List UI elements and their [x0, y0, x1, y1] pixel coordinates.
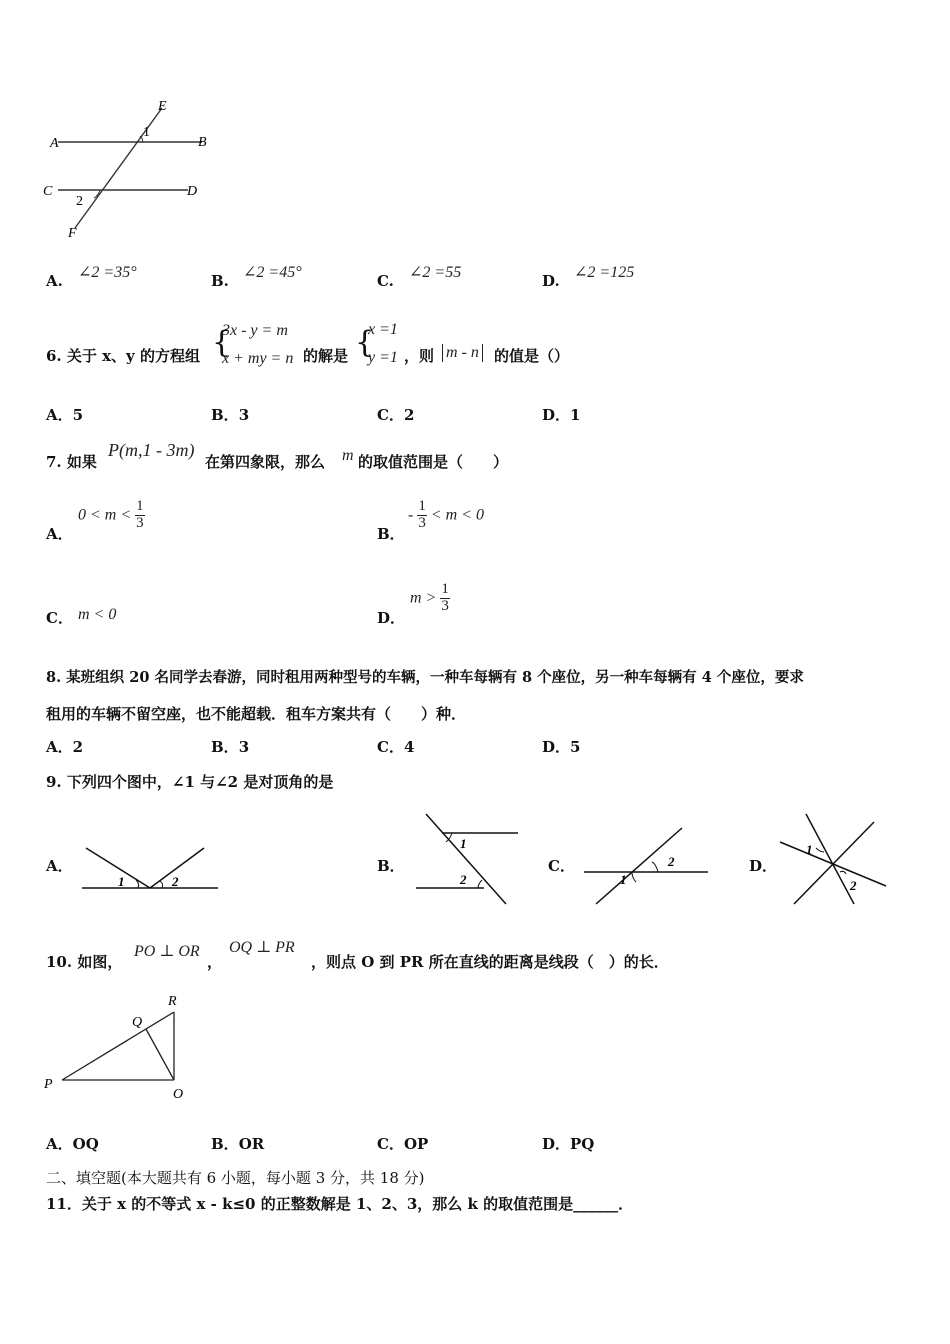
q10-suffix: ，则点 O 到 PR 所在直线的距离是线段（ ）的长． [311, 953, 669, 971]
q10-option-b[interactable] [211, 1133, 264, 1154]
q6-option-a-text: 5 [72, 406, 84, 424]
q7-option-a[interactable] [46, 523, 73, 544]
q8-option-d[interactable] [542, 736, 580, 757]
q6-option-d-letter: D． [542, 406, 571, 424]
q5-option-b[interactable] [211, 272, 229, 290]
label-b: B [198, 135, 207, 150]
q6-then: ，则 [404, 347, 435, 365]
q6-option-d-text: 1 [570, 406, 581, 424]
q7-point: P(m,1 - 3m) [108, 440, 195, 460]
q10-option-d[interactable] [542, 1133, 594, 1154]
q11-text: 11．关于 x 的不等式 x - k≤0 的正整数解是 1、2、3，那么 k 的取值范围是______． [46, 1195, 634, 1213]
q7-option-a-fraction [135, 499, 145, 532]
q7-option-b-num: 1 [418, 498, 426, 514]
q7-option-d-expr [410, 582, 450, 615]
q10-option-d-text: PQ [570, 1135, 595, 1153]
q6-mid: 的解是 [303, 347, 349, 365]
q10-comma: ， [207, 953, 223, 971]
q9-option-c-letter: C． [548, 857, 575, 875]
q7-option-a-num: 1 [136, 498, 144, 514]
q5-option-b-expr: ∠2 =45° [243, 264, 302, 281]
q7-option-a-letter: A． [46, 525, 73, 543]
label-o: O [173, 1087, 184, 1102]
label-p: P [44, 1077, 53, 1092]
q9-figure-c[interactable] [582, 824, 712, 908]
q7-option-c-expr: m < 0 [78, 606, 117, 623]
q7-option-a-expr [78, 499, 145, 532]
q7-prefix: 7. 如果 [46, 453, 97, 471]
q6-eq2: x + my = n [222, 350, 294, 367]
q9-option-d-letter: D． [749, 857, 778, 875]
q6-solution-brace: { [355, 325, 375, 360]
q6-system-brace: { [212, 325, 232, 360]
section-2-title: 二、填空题(本大题共有 6 小题，每小题 3 分，共 18 分) [46, 1169, 425, 1187]
q8-option-a-text: 2 [72, 738, 84, 756]
q6-option-c-letter: C． [377, 406, 404, 424]
q7-option-b-rhs: < m < 0 [430, 506, 484, 524]
q9c-label-1: 1 [620, 872, 627, 887]
label-2: 2 [76, 194, 83, 209]
label-c: C [43, 184, 53, 199]
q10-option-d-letter: D． [542, 1135, 571, 1153]
q7-option-b-letter: B． [377, 525, 405, 543]
q7-option-c-letter: C． [46, 609, 73, 627]
q6-option-a-letter: A． [46, 406, 73, 424]
q6-suffix: 的值是（） [494, 347, 570, 365]
q10-option-c-text: OP [403, 1135, 429, 1153]
q7-option-a-den: 3 [136, 514, 144, 531]
q6-sol2: y =1 [368, 349, 398, 366]
q9-figure-d[interactable] [772, 812, 892, 908]
q9-option-a-letter: A． [46, 857, 73, 875]
label-e: E [158, 99, 167, 114]
q7-option-b-fraction [417, 499, 427, 532]
q7-option-d-letter: D． [377, 609, 406, 627]
q8-line1: 8. 某班组织 20 名同学去春游，同时租用两种型号的车辆，一种车每辆有 8 个座位，另一种车每辆有 4 个座位，要求 [46, 669, 804, 686]
q10-option-b-text: OR [238, 1135, 265, 1153]
q8-option-c[interactable] [377, 736, 414, 757]
q7-option-a-lhs: 0 < m < [78, 506, 132, 524]
q9-figure-a[interactable] [78, 840, 223, 895]
q10-option-a-letter: A． [46, 1135, 73, 1153]
q9a-label-1: 1 [118, 874, 125, 889]
label-f: F [68, 226, 77, 241]
q5-option-a-letter: A. [46, 272, 63, 290]
q5-option-c[interactable] [377, 272, 394, 290]
segment-oq [146, 1029, 174, 1080]
q7-suffix: 的取值范围是（ ） [358, 453, 509, 471]
q6-option-d[interactable] [542, 404, 580, 425]
q8-option-b[interactable] [211, 736, 249, 757]
q6-option-b-text: 3 [238, 406, 250, 424]
q9-option-b[interactable] [377, 855, 405, 876]
q7-var: m [342, 447, 354, 464]
figure-parallel-lines [40, 96, 220, 246]
q6-prefix: 6. 关于 x、y 的方程组 [46, 347, 200, 365]
q8-option-d-letter: D． [542, 738, 571, 756]
label-1: 1 [143, 125, 150, 140]
q10-option-b-letter: B． [211, 1135, 239, 1153]
q5-option-c-letter: C. [377, 272, 394, 290]
q8-option-c-text: 4 [403, 738, 415, 756]
q10-figure-triangle [40, 990, 200, 1105]
q9b-label-2: 2 [460, 872, 467, 887]
q7-option-d-lhs: m > [410, 589, 437, 607]
q10-cond1: PO ⊥ OR [134, 943, 200, 960]
q8-line2: 租用的车辆不留空座，也不能超载．租车方案共有（ ）种． [46, 705, 467, 723]
q6-option-a[interactable] [46, 404, 83, 425]
q7-option-b-neg: - [408, 506, 414, 524]
q8-option-c-letter: C． [377, 738, 404, 756]
q6-option-b[interactable] [211, 404, 249, 425]
q9-option-a[interactable] [46, 855, 73, 876]
q5-option-c-expr: ∠2 =55 [409, 264, 462, 281]
q7-option-d-num: 1 [441, 581, 449, 597]
q6-sol1: x =1 [368, 321, 398, 338]
q10-option-c-letter: C． [377, 1135, 404, 1153]
q5-option-d-expr: ∠2 =125 [574, 264, 635, 281]
q6-abs-expr: m - n [442, 344, 483, 362]
q10-option-a-text: OQ [72, 1135, 99, 1153]
q9-figure-b[interactable] [412, 812, 522, 908]
q6-option-b-letter: B． [211, 406, 239, 424]
q7-option-d-den: 3 [441, 597, 449, 614]
label-r: R [168, 994, 177, 1009]
q6-option-c[interactable] [377, 404, 414, 425]
q8-option-a-letter: A． [46, 738, 73, 756]
q6-option-c-text: 2 [403, 406, 415, 424]
q9b-label-1: 1 [460, 836, 467, 851]
q8-option-d-text: 5 [570, 738, 581, 756]
q7-option-b-den: 3 [418, 514, 426, 531]
q7-option-c[interactable] [46, 607, 73, 628]
q10-cond2: OQ ⊥ PR [229, 939, 295, 956]
q5-option-d-letter: D. [542, 272, 560, 290]
q6-eq1: 3x - y = m [222, 322, 288, 339]
q9c-label-2: 2 [668, 854, 675, 869]
q9d-label-1: 1 [806, 842, 813, 857]
q7-mid: 在第四象限，那么 [205, 453, 326, 471]
q7-option-b-expr [408, 499, 484, 532]
q7-option-d[interactable] [377, 607, 405, 628]
q9-option-b-letter: B． [377, 857, 405, 875]
q5-option-d[interactable] [542, 272, 560, 290]
q9d-label-2: 2 [850, 878, 857, 893]
q8-option-a[interactable] [46, 736, 83, 757]
q8-option-b-text: 3 [238, 738, 250, 756]
label-d: D [187, 184, 198, 199]
label-a: A [50, 136, 59, 151]
q5-option-a-expr: ∠2 =35° [78, 264, 137, 281]
q9-stem: 9. 下列四个图中，∠1 与∠2 是对顶角的是 [46, 773, 334, 791]
q9a-label-2: 2 [172, 874, 179, 889]
segment-pr [62, 1012, 174, 1080]
q10-prefix: 10. 如图， [46, 953, 123, 971]
q8-option-b-letter: B． [211, 738, 239, 756]
label-q: Q [132, 1015, 143, 1030]
q7-option-b[interactable] [377, 523, 405, 544]
q5-option-b-letter: B. [211, 272, 229, 290]
q10-option-c[interactable] [377, 1133, 428, 1154]
q5-option-a[interactable] [46, 272, 63, 290]
q10-option-a[interactable] [46, 1133, 99, 1154]
q7-option-d-fraction [440, 582, 450, 615]
q9-option-c[interactable] [548, 855, 575, 876]
